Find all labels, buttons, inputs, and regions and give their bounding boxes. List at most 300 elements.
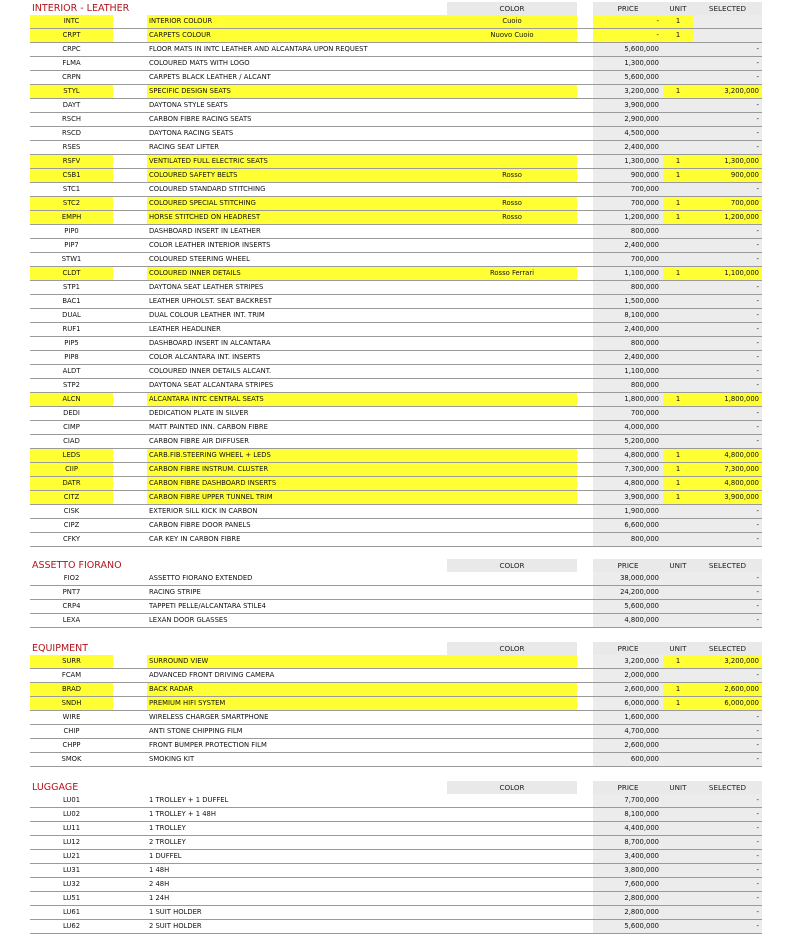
option-unit [663, 822, 693, 835]
option-selected-total: - [693, 239, 762, 252]
table-row [30, 85, 762, 99]
option-price: 3,200,000 [593, 85, 663, 98]
option-code: CRPN [62, 73, 81, 81]
table-row [30, 253, 762, 267]
option-selected-total: - [693, 225, 762, 238]
option-code: LU51 [62, 894, 81, 902]
option-price: 2,400,000 [593, 239, 663, 252]
option-color [447, 725, 577, 738]
option-selected-total: - [693, 669, 762, 682]
option-unit [663, 99, 693, 112]
option-selected-total: - [693, 892, 762, 905]
option-code: LU31 [62, 866, 81, 874]
option-price: 700,000 [593, 407, 663, 420]
option-code: PNT7 [62, 588, 81, 596]
option-selected-total: - [693, 337, 762, 350]
table-row [30, 920, 762, 934]
table-row [30, 267, 762, 281]
option-unit [663, 379, 693, 392]
option-color [447, 864, 577, 877]
option-code: CRP4 [62, 602, 81, 610]
option-unit: 1 [663, 211, 693, 224]
option-selected-total: - [693, 725, 762, 738]
option-selected-total: - [693, 99, 762, 112]
option-unit [663, 614, 693, 627]
table-row [30, 505, 762, 519]
option-code: STC1 [62, 185, 81, 193]
option-price: 1,100,000 [593, 365, 663, 378]
section-interior-leather [30, 2, 762, 547]
table-row [30, 669, 762, 683]
option-selected-total: 1,100,000 [693, 267, 762, 280]
option-unit [663, 669, 693, 682]
option-selected-total: 3,200,000 [693, 85, 762, 98]
price-column-header: PRICE [593, 559, 663, 572]
option-color [447, 655, 577, 668]
option-unit: 1 [663, 655, 693, 668]
option-price: 5,600,000 [593, 600, 663, 613]
option-color [447, 57, 577, 70]
option-description: SMOKING KIT [149, 755, 195, 763]
option-code: BRAD [30, 683, 113, 696]
table-row [30, 878, 762, 892]
option-unit: 1 [663, 683, 693, 696]
table-row [30, 365, 762, 379]
option-color [447, 505, 577, 518]
option-code: RSCD [61, 129, 82, 137]
option-code: FCAM [61, 671, 82, 679]
option-selected-total: 4,800,000 [693, 449, 762, 462]
option-color [447, 155, 577, 168]
option-description: DAYTONA SEAT ALCANTARA STRIPES [149, 381, 274, 389]
option-code: CFKY [62, 535, 81, 543]
option-color: Rosso Ferrari [447, 267, 577, 280]
option-unit: 1 [663, 697, 693, 710]
option-selected-total: - [693, 421, 762, 434]
option-unit [663, 739, 693, 752]
option-description: COLOURED INNER DETAILS [147, 267, 447, 280]
option-unit [663, 183, 693, 196]
option-unit [663, 586, 693, 599]
option-description: VENTILATED FULL ELECTRIC SEATS [147, 155, 447, 168]
option-color [447, 572, 577, 585]
option-unit [663, 351, 693, 364]
table-row [30, 309, 762, 323]
option-color [447, 683, 577, 696]
option-code: STYL [30, 85, 113, 98]
option-description: CARPETS BLACK LEATHER / ALCANT [149, 73, 271, 81]
option-description: PREMIUM HIFI SYSTEM [147, 697, 447, 710]
option-color [447, 225, 577, 238]
option-selected-total: - [693, 739, 762, 752]
table-row [30, 281, 762, 295]
option-selected-total: - [693, 57, 762, 70]
option-price: 3,400,000 [593, 850, 663, 863]
section-title: INTERIOR - LEATHER [32, 3, 130, 14]
option-selected-total: - [693, 281, 762, 294]
option-price: 8,700,000 [593, 836, 663, 849]
selected-column-header: SELECTED [693, 2, 762, 15]
option-color [447, 739, 577, 752]
option-unit [663, 323, 693, 336]
option-code: SNDH [30, 697, 113, 710]
table-row [30, 864, 762, 878]
section-header [30, 781, 762, 794]
option-selected-total: - [693, 850, 762, 863]
table-row [30, 337, 762, 351]
option-code: CIIP [30, 463, 113, 476]
table-row [30, 836, 762, 850]
option-code: CRPC [62, 45, 81, 53]
option-price: 3,900,000 [593, 491, 663, 504]
option-selected-total: 4,800,000 [693, 477, 762, 490]
option-color [447, 323, 577, 336]
option-selected-total: - [693, 309, 762, 322]
option-description: 1 SUIT HOLDER [149, 908, 202, 916]
option-description: RACING SEAT LIFTER [149, 143, 220, 151]
table-row [30, 586, 762, 600]
option-code: STP2 [63, 381, 80, 389]
table-row [30, 739, 762, 753]
option-color [447, 379, 577, 392]
option-color [447, 906, 577, 919]
option-description: LEATHER UPHOLST. SEAT BACKREST [149, 297, 272, 305]
option-description: 1 TROLLEY + 1 DUFFEL [149, 796, 229, 804]
option-color [447, 697, 577, 710]
table-row [30, 183, 762, 197]
option-description: SURROUND VIEW [147, 655, 447, 668]
option-unit [663, 309, 693, 322]
option-price: 6,000,000 [593, 697, 663, 710]
option-price: 2,400,000 [593, 351, 663, 364]
option-unit [663, 711, 693, 724]
option-selected-total: - [693, 586, 762, 599]
option-description: DAYTONA SEAT LEATHER STRIPES [149, 283, 264, 291]
option-price: 5,600,000 [593, 71, 663, 84]
section-header [30, 642, 762, 655]
option-color [447, 127, 577, 140]
option-unit [663, 533, 693, 546]
table-row [30, 225, 762, 239]
option-price: 5,200,000 [593, 435, 663, 448]
option-price: 2,600,000 [593, 739, 663, 752]
option-code: RSCH [62, 115, 81, 123]
table-row [30, 683, 762, 697]
table-row [30, 99, 762, 113]
option-description: CAR KEY IN CARBON FIBRE [149, 535, 241, 543]
option-description: ADVANCED FRONT DRIVING CAMERA [149, 671, 275, 679]
option-unit [663, 572, 693, 585]
option-color [447, 850, 577, 863]
unit-column-header: UNIT [663, 642, 693, 655]
color-column-header: COLOR [447, 642, 577, 655]
option-price: 8,100,000 [593, 309, 663, 322]
section-luggage [30, 781, 762, 934]
option-code: SMOK [61, 755, 82, 763]
option-code: PIP5 [64, 339, 79, 347]
option-description: DASHBOARD INSERT IN ALCANTARA [149, 339, 271, 347]
selected-column-header: SELECTED [693, 781, 762, 794]
option-color [447, 85, 577, 98]
option-unit [663, 113, 693, 126]
option-unit [663, 435, 693, 448]
option-code: LEXA [62, 616, 81, 624]
table-row [30, 491, 762, 505]
table-row [30, 197, 762, 211]
option-unit [663, 505, 693, 518]
option-code: DAYT [62, 101, 81, 109]
table-row [30, 71, 762, 85]
option-price: 1,100,000 [593, 267, 663, 280]
option-selected-total: - [693, 906, 762, 919]
unit-column-header: UNIT [663, 559, 693, 572]
table-row [30, 449, 762, 463]
table-row [30, 463, 762, 477]
option-description: 1 TROLLEY + 1 48H [149, 810, 216, 818]
option-description: COLOURED SPECIAL STITCHING [147, 197, 447, 210]
option-code: CSB1 [30, 169, 113, 182]
option-selected-total: - [693, 71, 762, 84]
option-selected-total: - [693, 794, 762, 807]
table-row [30, 572, 762, 586]
option-description: COLOURED STEERING WHEEL [149, 255, 250, 263]
option-color [447, 711, 577, 724]
option-color [447, 99, 577, 112]
color-column-header: COLOR [447, 559, 577, 572]
option-code: CLDT [30, 267, 113, 280]
option-color [447, 920, 577, 933]
option-description: LEXAN DOOR GLASSES [149, 616, 228, 624]
table-row [30, 850, 762, 864]
option-unit [663, 253, 693, 266]
option-color [447, 822, 577, 835]
option-color [447, 491, 577, 504]
table-row [30, 141, 762, 155]
selected-column-header: SELECTED [693, 559, 762, 572]
option-color [447, 892, 577, 905]
option-unit [663, 407, 693, 420]
option-price: 1,800,000 [593, 393, 663, 406]
table-row [30, 614, 762, 628]
option-color [447, 337, 577, 350]
table-row [30, 808, 762, 822]
color-column-header: COLOR [447, 2, 577, 15]
option-color: Cuoio [447, 15, 577, 28]
option-description: EXTERIOR SILL KICK IN CARBON [149, 507, 258, 515]
option-selected-total [693, 29, 762, 42]
option-color [447, 533, 577, 546]
option-color [447, 794, 577, 807]
option-price: 2,400,000 [593, 323, 663, 336]
table-row [30, 379, 762, 393]
option-color [447, 393, 577, 406]
option-price: 4,800,000 [593, 614, 663, 627]
option-color [447, 435, 577, 448]
option-unit: 1 [663, 491, 693, 504]
option-code: CHIP [63, 727, 80, 735]
option-code: DUAL [62, 311, 81, 319]
option-code: STW1 [61, 255, 82, 263]
selected-column-header: SELECTED [693, 642, 762, 655]
option-description: CARPETS COLOUR [147, 29, 447, 42]
option-description: 1 TROLLEY [149, 824, 186, 832]
option-price: 7,600,000 [593, 878, 663, 891]
option-color [447, 43, 577, 56]
table-row [30, 906, 762, 920]
price-column-header: PRICE [593, 781, 663, 794]
option-price: 7,700,000 [593, 794, 663, 807]
option-unit [663, 920, 693, 933]
option-unit: 1 [663, 197, 693, 210]
option-price: 24,200,000 [593, 586, 663, 599]
option-price: 38,000,000 [593, 572, 663, 585]
option-selected-total: - [693, 878, 762, 891]
option-selected-total: 3,200,000 [693, 655, 762, 668]
option-selected-total: - [693, 505, 762, 518]
option-code: PIP0 [64, 227, 79, 235]
option-color [447, 239, 577, 252]
table-row [30, 519, 762, 533]
option-code: LU02 [62, 810, 81, 818]
option-unit [663, 141, 693, 154]
option-code: LU12 [62, 838, 81, 846]
table-row [30, 113, 762, 127]
option-code: CIPZ [63, 521, 80, 529]
option-unit [663, 725, 693, 738]
option-price: 4,800,000 [593, 477, 663, 490]
option-selected-total: 7,300,000 [693, 463, 762, 476]
option-code: ALCN [30, 393, 113, 406]
option-description: 2 48H [149, 880, 170, 888]
option-code: CITZ [30, 491, 113, 504]
option-selected-total: - [693, 533, 762, 546]
option-unit [663, 57, 693, 70]
option-unit: 1 [663, 29, 693, 42]
option-description: DAYTONA RACING SEATS [149, 129, 234, 137]
option-unit [663, 864, 693, 877]
option-price: 2,800,000 [593, 906, 663, 919]
option-selected-total: 6,000,000 [693, 697, 762, 710]
option-unit [663, 906, 693, 919]
option-description: CARBON FIBRE UPPER TUNNEL TRIM [147, 491, 447, 504]
option-selected-total: - [693, 614, 762, 627]
option-price: 2,000,000 [593, 669, 663, 682]
table-row [30, 477, 762, 491]
option-unit: 1 [663, 169, 693, 182]
option-code: STP1 [63, 283, 80, 291]
option-color: Rosso [447, 197, 577, 210]
price-column-header: PRICE [593, 642, 663, 655]
option-selected-total: - [693, 435, 762, 448]
table-row [30, 892, 762, 906]
section-title: ASSETTO FIORANO [32, 560, 122, 571]
option-color: Rosso [447, 211, 577, 224]
option-code: RSFV [30, 155, 113, 168]
option-color [447, 477, 577, 490]
option-unit: 1 [663, 15, 693, 28]
table-row [30, 351, 762, 365]
option-description: COLOURED STANDARD STITCHING [149, 185, 266, 193]
table-row [30, 239, 762, 253]
option-unit [663, 878, 693, 891]
option-unit: 1 [663, 477, 693, 490]
option-price: 4,700,000 [593, 725, 663, 738]
option-price: 2,800,000 [593, 892, 663, 905]
option-description: ANTI STONE CHIPPING FILM [149, 727, 243, 735]
option-description: BACK RADAR [147, 683, 447, 696]
option-selected-total [693, 15, 762, 28]
option-unit [663, 281, 693, 294]
option-price: 6,600,000 [593, 519, 663, 532]
option-unit: 1 [663, 155, 693, 168]
option-selected-total: 1,300,000 [693, 155, 762, 168]
section-title: LUGGAGE [32, 782, 79, 793]
table-row [30, 753, 762, 767]
option-unit [663, 365, 693, 378]
option-code: LEDS [30, 449, 113, 462]
option-color [447, 463, 577, 476]
table-row [30, 57, 762, 71]
table-row [30, 127, 762, 141]
option-code: WIRE [62, 713, 81, 721]
option-code: DEDI [63, 409, 80, 417]
option-code: BAC1 [62, 297, 81, 305]
option-unit [663, 808, 693, 821]
option-description: 1 DUFFEL [149, 852, 182, 860]
table-row [30, 29, 762, 43]
option-price: 1,500,000 [593, 295, 663, 308]
option-description: COLOURED SAFETY BELTS [147, 169, 447, 182]
option-price: 4,400,000 [593, 822, 663, 835]
option-color [447, 253, 577, 266]
option-unit [663, 239, 693, 252]
option-code: CISK [63, 507, 80, 515]
option-unit: 1 [663, 85, 693, 98]
option-unit: 1 [663, 393, 693, 406]
option-code: CIAD [63, 437, 80, 445]
option-color [447, 600, 577, 613]
option-unit [663, 295, 693, 308]
option-selected-total: - [693, 864, 762, 877]
option-color [447, 836, 577, 849]
option-unit [663, 794, 693, 807]
option-price: 600,000 [593, 753, 663, 766]
option-description: 2 SUIT HOLDER [149, 922, 202, 930]
option-description: DEDICATION PLATE IN SILVER [149, 409, 249, 417]
table-row [30, 697, 762, 711]
option-color [447, 614, 577, 627]
option-price: 1,300,000 [593, 57, 663, 70]
option-selected-total: - [693, 753, 762, 766]
section-header [30, 559, 762, 572]
table-row [30, 295, 762, 309]
option-color [447, 71, 577, 84]
option-description: DAYTONA STYLE SEATS [149, 101, 228, 109]
option-code: LU21 [62, 852, 81, 860]
table-row [30, 794, 762, 808]
option-description: CARBON FIBRE DOOR PANELS [149, 521, 251, 529]
option-code: FIO2 [63, 574, 80, 582]
option-code: INTC [30, 15, 113, 28]
option-color [447, 878, 577, 891]
option-code: EMPH [30, 211, 113, 224]
table-row [30, 600, 762, 614]
option-price: 2,600,000 [593, 683, 663, 696]
option-selected-total: - [693, 351, 762, 364]
option-selected-total: - [693, 836, 762, 849]
table-row [30, 711, 762, 725]
table-row [30, 655, 762, 669]
